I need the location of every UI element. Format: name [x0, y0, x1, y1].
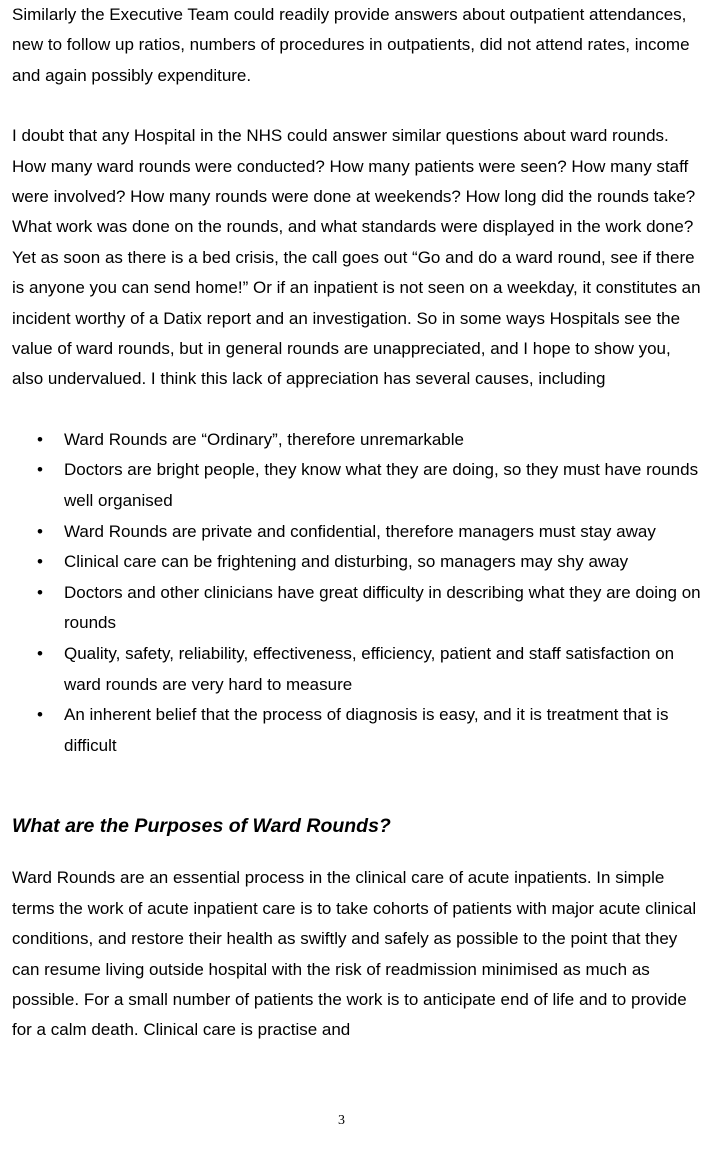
bullet-text: Ward Rounds are private and confidential, therefore managers must stay away [64, 521, 656, 541]
section-heading: What are the Purposes of Ward Rounds? [12, 815, 391, 838]
bullet-item [12, 639, 702, 700]
bullet-text: Clinical care can be frightening and disturbing, so managers may shy away [64, 552, 629, 572]
bullet-text: Doctors are bright people, they know what they are doing, so they must have rounds well organised [64, 460, 699, 511]
causes-bullet-list [12, 425, 702, 762]
paragraph-ward-round-questions: I doubt that any Hospital in the NHS could answer similar questions about ward rounds. How many ward rounds were conducted? How many patients were seen? How many staff were involved? How many rounds were done at weekends? How long did the rounds take? What work was done on the rounds, and what standards were displayed in the work done? Yet as soon as there is a bed crisis, the call goes out “Go and do a ward round, see if there is anyone you can send home!” Or if an inpatient is not seen on a weekday, it constitutes an incident worthy of a Datix report and an investigation. So in some ways Hospitals see the value of ward rounds, but in general rounds are unappreciated, and I hope to show you, also undervalued. I think this lack of appreciation has several causes, including [12, 126, 701, 389]
document-page [12, 0, 702, 1046]
bullet-item [12, 700, 702, 761]
page-number: 3 [338, 1113, 345, 1128]
bullet-item [12, 455, 702, 516]
bullet-icon: • [37, 521, 43, 541]
bullet-icon: • [37, 705, 43, 725]
bullet-item [12, 425, 702, 456]
bullet-item [12, 547, 702, 578]
bullet-item [12, 578, 702, 639]
bullet-icon: • [37, 644, 43, 664]
bullet-text: An inherent belief that the process of diagnosis is easy, and it is treatment that is difficult [64, 705, 669, 755]
bullet-icon: • [37, 552, 43, 572]
bullet-text: Ward Rounds are “Ordinary”, therefore unremarkable [64, 429, 464, 449]
bullet-item [12, 517, 702, 548]
bullet-icon: • [37, 460, 43, 480]
bullet-icon: • [37, 429, 43, 449]
bullet-icon: • [37, 582, 43, 602]
bullet-text: Quality, safety, reliability, effectiveness, efficiency, patient and staff satisfaction on ward rounds are very hard to measure [64, 644, 675, 694]
bullet-text: Doctors and other clinicians have great difficulty in describing what they are doing on rounds [64, 582, 701, 633]
paragraph-outpatient-metrics: Similarly the Executive Team could readily provide answers about outpatient attendances, new to follow up ratios, numbers of procedures in outpatients, did not attend rates, income and again possibly expenditure. [12, 5, 690, 85]
paragraph-purposes: Ward Rounds are an essential process in the clinical care of acute inpatients. In simple terms the work of acute inpatient care is to take cohorts of patients with major acute clinical conditions, and restore their health as swiftly and safely as possible to the point that they can resume living outside hospital with the risk of readmission minimised as much as possible. For a small number of patients the work is to anticipate end of life and to provide for a calm death. Clinical care is practise and [12, 868, 697, 1040]
